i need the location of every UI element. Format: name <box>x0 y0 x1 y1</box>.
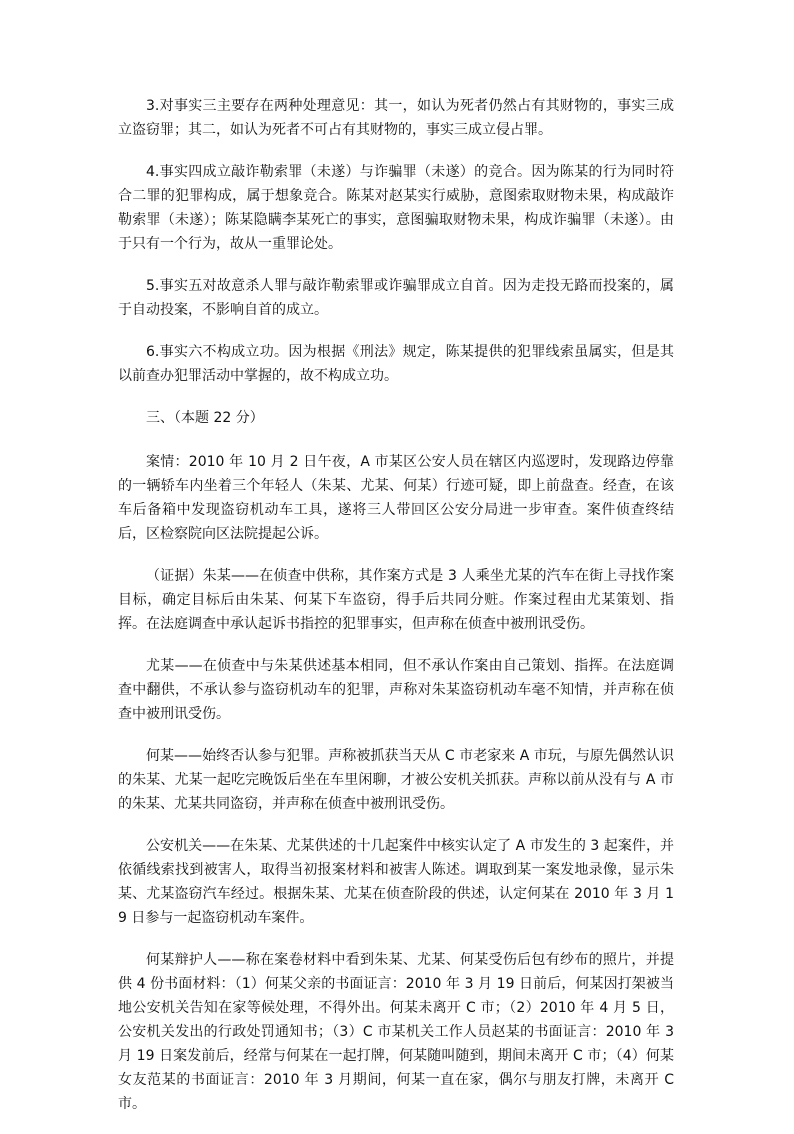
paragraph-case-facts: 案情：2010 年 10 月 2 日午夜，A 市某区公安人员在辖区内巡逻时，发现路边停靠的一辆轿车内坐着三个年轻人（朱某、尤某、何某）行迹可疑，即上前盘查。经查，在该车后备箱中发现盗窃机动车工具，遂将三人带回区公安分局进一步审查。案件侦查终结后，区检察院向区法院提起公诉。 <box>118 454 674 542</box>
paragraph-fact-six: 6.事实六不构成立功。因为根据《刑法》规定，陈某提供的犯罪线索虽属实，但是其以前查办犯罪活动中掌握的，故不构成立功。 <box>118 344 674 384</box>
paragraph-police: 公安机关——在朱某、尤某供述的十几起案件中核实认定了 A 市发生的 3 起案件，并依循线索找到被害人，取得当初报案材料和被害人陈述。调取到某一案发地录像，显示朱某、尤某盗窃汽车经过。根据朱某、尤某在侦查阶段的供述，认定何某在 2010 年 3 月 19 日参与一起盗窃机动车案件。 <box>118 838 674 926</box>
document-body <box>118 94 674 1134</box>
section-heading: 三、（本题 22 分） <box>146 410 264 426</box>
paragraph-evidence-zhu: （证据）朱某——在侦查中供称，其作案方式是 3 人乘坐尤某的汽车在街上寻找作案目标，确定目标后由朱某、何某下车盗窃，得手后共同分赃。作案过程由尤某策划、指挥。在法庭调查中承认起诉书指控的犯罪事实，但声称在侦查中被刑讯受伤。 <box>118 568 674 632</box>
paragraph-evidence-he: 何某——始终否认参与犯罪。声称被抓获当天从 C 市老家来 A 市玩，与原先偶然认识的朱某、尤某一起吃完晚饭后坐在车里闲聊，才被公安机关抓获。声称以前从没有与 A 市的朱某、尤某共同盗窃，并声称在侦查中被刑讯受伤。 <box>118 748 674 812</box>
paragraph-fact-five: 5.事实五对故意杀人罪与敲诈勒索罪或诈骗罪成立自首。因为走投无路而投案的，属于自动投案，不影响自首的成立。 <box>118 278 674 318</box>
paragraph-fact-four: 4.事实四成立敲诈勒索罪（未遂）与诈骗罪（未遂）的竞合。因为陈某的行为同时符合二罪的犯罪构成，属于想象竞合。陈某对赵某实行威胁，意图索取财物未果，构成敲诈勒索罪（未遂）；陈某隐瞒李某死亡的事实，意图骗取财物未果，构成诈骗罪（未遂）。由于只有一个行为，故从一重罪论处。 <box>118 164 674 252</box>
paragraph-evidence-you: 尤某——在侦查中与朱某供述基本相同，但不承认作案由自己策划、指挥。在法庭调查中翻供，不承认参与盗窃机动车的犯罪，声称对朱某盗窃机动车毫不知情，并声称在侦查中被刑讯受伤。 <box>118 658 674 722</box>
paragraph-fact-three: 3.对事实三主要存在两种处理意见：其一，如认为死者仍然占有其财物的，事实三成立盗窃罪；其二，如认为死者不可占有其财物的，事实三成立侵占罪。 <box>118 98 674 138</box>
paragraph-defense-counsel: 何某辩护人——称在案卷材料中看到朱某、尤某、何某受伤后包有纱布的照片，并提供 4 份书面材料：（1）何某父亲的书面证言：2010 年 3 月 19 日前后，何某因打架被当地公安机关告知在家等候处理，不得外出。何某未离开 C 市；（2）2010 年 4 月 5 日，公安机关发出的行政处罚通知书；（3）C 市某机关工作人员赵某的书面证言：2010 年 3 月 19 日案发前后，经常与何某在一起打牌，何某随叫随到，期间未离开 C 市；（4）何某女友范某的书面证言：2010 年 3 月期间，何某一直在家，偶尔与朋友打牌，未离开 C 市。 <box>118 952 674 1112</box>
